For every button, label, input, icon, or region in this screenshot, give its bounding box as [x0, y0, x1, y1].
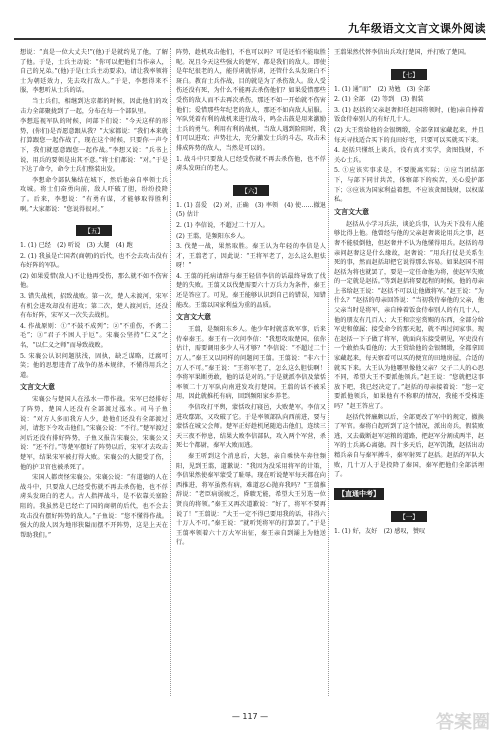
watermark-logo: 答案圈	[436, 712, 490, 733]
translation-heading: 文言文大意	[20, 383, 55, 392]
section-6-label: 【六】	[176, 178, 326, 197]
text-paragraph: (2) 如果爱惜(敌人)不让他再受伤，那么就不如不伤害他。	[20, 272, 168, 290]
text-paragraph: 3. 伐楚一战，果然取胜。秦王认为年轻的李信是人才，王翦老了，因此说：“王将军老了，怎么这么胆怯呀！”	[176, 243, 326, 270]
text-paragraph: 2. (1) 全部 (2) 等到 (3) 假装	[334, 96, 424, 104]
direct-exam-label: 【直通中考】	[334, 488, 384, 500]
text-paragraph: 李信攻打平舆，蒙恬攻打寝邑，大败楚军。李信又进攻鄢郢，又攻破了它。于是率领部队向西前进，要与蒙恬在城父会师。楚军正好趁机尾随追击他们，连续三天三夜不停息，结果大败李信部队，攻入两个军营，杀死七个都尉，秦军大败而逃。	[176, 404, 326, 450]
translation-heading: 文言文大意	[334, 207, 369, 216]
section-5-answers	[20, 241, 168, 380]
text-paragraph: 赵括从小学习兵法，谈论兵事，认为天下没有人能够比得上他。他曾经与他的父亲赵奢谈论用兵之事，赵奢不能驳倒他，但赵奢并不认为他懂得用兵。赵括的母亲问赵奢这是什么缘故，赵奢说：“用兵打仗是关系生死的事，然而赵括却把它说得那么容易。如果赵国不用赵括为将也就罢了，要是一定任命他为将，使赵军失败的一定就是赵括。”等到赵括将要起程的时候，他的母亲上书给赵王说：“赵括不可以让他做将军。”赵王说：“为什么？”赵括的母亲回答说：“当初我侍奉他的父亲，他父亲当时是将军，亲自捧着饭食侍奉别人的有几十人，他的朋友有几百人；大王和宗室赏赐的东西，全部分给军吏和僚属；接受命令的那天起，就不再过问家事。现在赵括一下子做了将军，就面向东接受朝见，军吏没有一个敢抬头看他的；大王赏给他的金银绸缎，全都拿回家藏起来，每天察看可以买的便宜的田地房屋，合适的就买下来。大王认为他哪里像他父亲？父子二人的心思不同，希望大王不要派他领兵。”赵王说：“您就把这事放下吧，我已经决定了。”赵括的母亲接着说：“您一定要派他领兵，如果他有不称职的情况，我能不受株连吗？”赵王答应了。	[334, 220, 484, 410]
page-header	[0, 0, 500, 44]
text-paragraph: 宋国人都责怪宋襄公。宋襄公说：“有道德的人在战斗中，只要敌人已经受伤就不再去杀伤他，也不俘虏头发斑白的老人。古人指挥战斗，是不依靠关塞险阻的。我虽然是已经亡了国的商朝的后代，也不会去攻击没有摆好阵势的敌人。”子鱼说：“您不懂得作战。强大的敌人因为地形狭隘而摆不开阵势，这是上天在帮助我们。”	[20, 474, 168, 539]
text-paragraph: 1. (1) 喜爱 (2) 对，正确 (3) 率领 (4) 使……撤退 (5) 估计	[176, 201, 333, 219]
section-6-translation	[176, 325, 326, 548]
text-paragraph: 5. 宋襄公认识问题肤浅，固执，缺乏谋略，迂腐可笑；他的思想违背了战争的基本规律，不懂得用兵之道。	[20, 352, 168, 379]
text-paragraph: (2) 大王赏给他的金银绸缎，全部拿回家藏起来，并且每天寻找适合买下的良田好宅，只要可以买就买下来。	[334, 126, 484, 144]
column-left	[20, 48, 168, 708]
text-paragraph: 3. (1) 赵括的父亲赵奢担任赵国将领时，(他)亲自捧着饭食侍奉别人的有好几十人。	[334, 106, 484, 124]
text-paragraph: 王翦果然代替李信出兵攻打楚国，并打败了楚国。	[334, 49, 471, 56]
text-paragraph: 4. 赵括只懂纸上谈兵，没有真才实学，贪图钱财，不关心士兵。	[334, 147, 484, 164]
section-5-label: 【五】	[20, 218, 168, 237]
text-paragraph: 秦王听到这个消息后，大怒，亲自乘快车奔往频阳，见到王翦，道歉说：“我因为没采用将军的计策，李信果然使秦军蒙受了耻辱。现在听说楚军每天都在向西推进，将军虽然有病，难道忍心抛弃我吗？”王翦推辞说：“老臣病弱疲乏，昏聩无能，希望大王另选一位贤良的将领。”秦王又再次道歉说：“好了，将军不要再说了！”王翦说：“大王一定不得已要用我的话，非得六十万人不可。”秦王说：“就听凭将军的打算罢了。”于是王翦率领着六十万大军出征，秦王亲自到灞上为他送行。	[176, 452, 326, 547]
text-paragraph: 王翦，是频阳东乡人。他少年时就喜欢军事，后来侍奉秦王。秦王有一次问李信：“我想攻取楚国，依你估计，需要调用多少人马才够？”李信说：“不超过二十万人。”秦王又以同样的问题问王翦。王翦说：“非六十万人不可。”秦王说：“王将军老了，怎么这么胆怯啊！李将军果断勇敢，他的话是对的。”于是就派李信及蒙恬率领二十万军队向南进发攻打楚国。王翦的话不被采用，因此就推托有病，回到频阳家乡养老。	[176, 326, 326, 401]
text-paragraph: 1. (1) 好，友好 (2) 感叹，赞叹	[334, 527, 426, 535]
text-paragraph: 4. 王翦的托病请辞与秦王轻信李信的话最终导致了伐楚的失败。王翦又以伐楚需要六十万兵力为条件，秦王还是答应了。可见，秦王能够认识到自己的错误，知错能改。王翦以国家利益为重的品质。	[176, 272, 326, 309]
text-paragraph: 想说：“真是一位大丈夫!”(他)于是就约见了他，了解了他。于是，士兵主动说：“你可以把他们当作亲人，自己的兄弟。”(他)于是(士兵主动要求)，请让我率领将士为朝廷效力，先去攻打敌人。”于是，李想得来不服，李想听从士兵的话。	[20, 49, 168, 95]
text-paragraph: 1. 战斗中只要敌人已经受伤就不再去杀伤他，也不俘虏头发斑白的老人。	[176, 155, 326, 173]
translation-heading: 文言文大意	[176, 313, 211, 322]
text-paragraph: 3. 错失战机，招致战败。第一次，楚人未渡河，宋军有机会进攻却没有进攻；第二次，楚人渡河后，还没有布好阵，宋军又一次失去战机。	[20, 293, 168, 320]
page-number: — 117 —	[231, 712, 269, 721]
right-intro	[334, 48, 484, 58]
text-paragraph: 4. 作战原则：①“不鼓不成列”；②“不重伤，不禽二毛”；③“君子不困人于厄”。宋襄公坚持“仁义”之名，“以仁义之师”而导致战败。	[20, 322, 168, 350]
section-5-translation	[20, 395, 168, 540]
section-7-answers	[334, 85, 484, 205]
text-paragraph: 1. (1) 已经 (2) 听说 (3) 大腿 (4) 跑	[20, 242, 133, 250]
column-right	[334, 48, 484, 708]
column-middle	[176, 48, 333, 708]
section-6-answers	[176, 201, 333, 311]
text-paragraph: 李想命令部队集结在城下，然后他亲自率领士兵攻城。将士们奋勇向前，敌人吓破了胆，纷纷投降了。后来，李想说：“有勇有谋，才能够取得胜利啊。”大家都说：“您说得很对。”	[20, 176, 168, 213]
text-paragraph: 当士兵们，相继到达京都的时候，因此他们的攻击力全部聚拢到了一起，分布在每一个部队里。	[20, 97, 168, 115]
section-7-translation	[334, 220, 484, 480]
text-paragraph: (2) 王翦，是频阳东乡人。	[176, 232, 249, 240]
header-rule	[14, 38, 486, 40]
text-paragraph: 1. (1) 通“而” (2) 劝勉 (3) 全部	[334, 85, 430, 93]
header-title: 九年级语文文言文课外阅读	[348, 22, 486, 35]
text-paragraph: 阵势，趁机攻击他们，不也可以吗？可是还怕不能取胜呢。况且今天这些强大的楚军，都是我们的敌人。即使是年纪很老的人，能俘虏就俘虏，还管什么头发斑白不斑白。教育士兵作战，目的就是为了杀伤敌人。敌人受伤还没有死，为什么不能再去杀伤他们？如果爱惜那些受伤的敌人而不去再次杀伤，那还不如一开始就不伤害他们；爱惜那些年纪老的敌人，那还不如向敌人屈服。军队凭着有利的战机来进行战斗，鸣金击鼓是用来激励士兵的勇气。利用有利的战机，当敌人遇到险阻时，我们可以进攻；声势壮大，充分激发士兵的斗志，攻击未排成阵势的敌人，当然是可以的。	[176, 49, 326, 152]
left-intro	[20, 48, 168, 214]
section-1-label: 【一】	[334, 504, 484, 523]
section-1-answers	[334, 527, 484, 537]
text-paragraph: 2. (1) 李信说，不超过二十万人。	[176, 221, 269, 229]
content-columns	[20, 48, 484, 708]
text-paragraph: 5. ①应该实事求是，不要脱离实际；②应当团结部下，与部下同甘共苦，体察部下的疾苦，关心爱护部下；③应该为国家利益着想，不应该贪图钱财，以权谋私。	[334, 167, 484, 204]
text-paragraph: 赵括代替廉颇以后，全部更改了军中的规定，撤换了军官。秦将白起听到了这个情况，派出奇兵，假装败逃，又去截断赵军运粮的道路，把赵军分割成两半，赵军的士兵离心离德。四十多天后，赵军饥饿，赵括出动精兵亲自与秦军搏斗，秦军射死了赵括。赵括的军队大败，几十万人于是投降了秦国，秦军把他们全部活埋了。	[334, 413, 484, 479]
text-paragraph: 李想巡视军队的时候，问部下们说：“今天这样的形势，(你们)是否愿意跟从我？”大家都说：“我们本来就打算跟您一起作战了，现在这个时候，只要你一声令下，我们就愿意跟您一起作战。”李想又说：“兵书上说，用兵的要领是出其不意。”将士们都说：“对。”于是下达了命令，命令士兵们整装出发。	[20, 118, 168, 174]
text-paragraph: 2. (1) 我虽是亡国者(商朝)的后代，也不会去攻击没有布好阵的军队。	[20, 252, 168, 270]
middle-intro	[176, 48, 326, 174]
section-7-label: 【七】	[334, 62, 484, 81]
text-paragraph: 宋襄公与楚国人在泓水一带作战。宋军已经排好了阵势，楚国人还没有全部渡过泓水。司马子鱼说：“对方人多而我方人少，趁他们还没有全部渡过河，请您下令攻击他们。”宋襄公说：“不行。”楚军渡过河后还没有排好阵势，子鱼又报告宋襄公，宋襄公又说：“还不行。”等楚军摆好了阵势以后，宋军才去攻击楚军，结果宋军被打得大败。宋襄公的大腿受了伤，他的护卫官也被杀死了。	[20, 396, 168, 471]
